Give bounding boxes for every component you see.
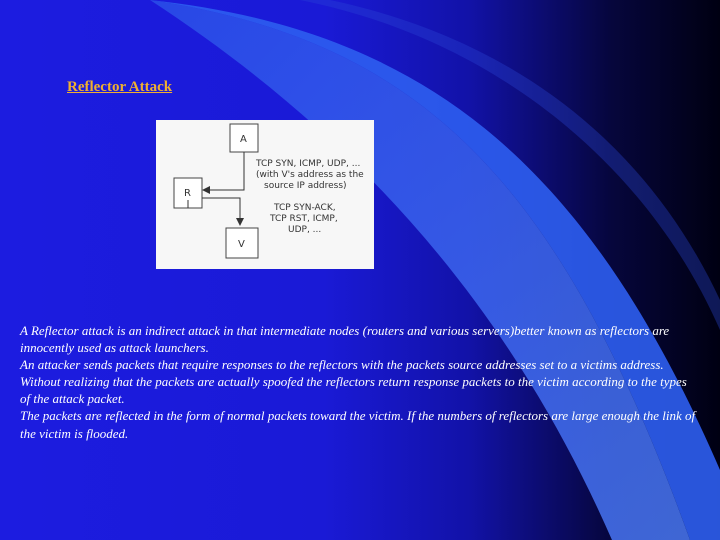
reflector-diagram xyxy=(156,120,374,269)
paragraph-definition: A Reflector attack is an indirect attack in that intermediate nodes (routers and various servers)better known as reflectors are innocently used as attack launchers. xyxy=(20,323,670,356)
slide-title: Reflector Attack xyxy=(67,79,173,95)
node-v xyxy=(226,228,258,258)
note-top: TCP SYN, ICMP, UDP, ... (with V's address as the source IP address) xyxy=(256,159,364,191)
node-a xyxy=(230,124,258,152)
paragraph-flooded: The packets are reflected in the form of normal packets toward the victim. If the numbers of reflectors are large enough the link of the victim is flooded. xyxy=(20,408,696,441)
note-bottom: TCP SYN-ACK, TCP RST, ICMP, UDP, ... xyxy=(270,203,338,235)
node-r-label: R xyxy=(184,188,191,199)
arrow-a-to-r xyxy=(204,152,244,190)
node-a-label: A xyxy=(240,134,247,145)
paragraph-sending: An attacker sends packets that require responses to the reflectors with the packets source addresses set to a victims address. xyxy=(20,357,664,373)
paragraph-spoofed: Without realizing that the packets are actually spoofed the reflectors return response packets to the victim according to the types of the attack packet. xyxy=(20,374,687,407)
node-v-label: V xyxy=(238,239,245,250)
body-text xyxy=(20,322,700,442)
